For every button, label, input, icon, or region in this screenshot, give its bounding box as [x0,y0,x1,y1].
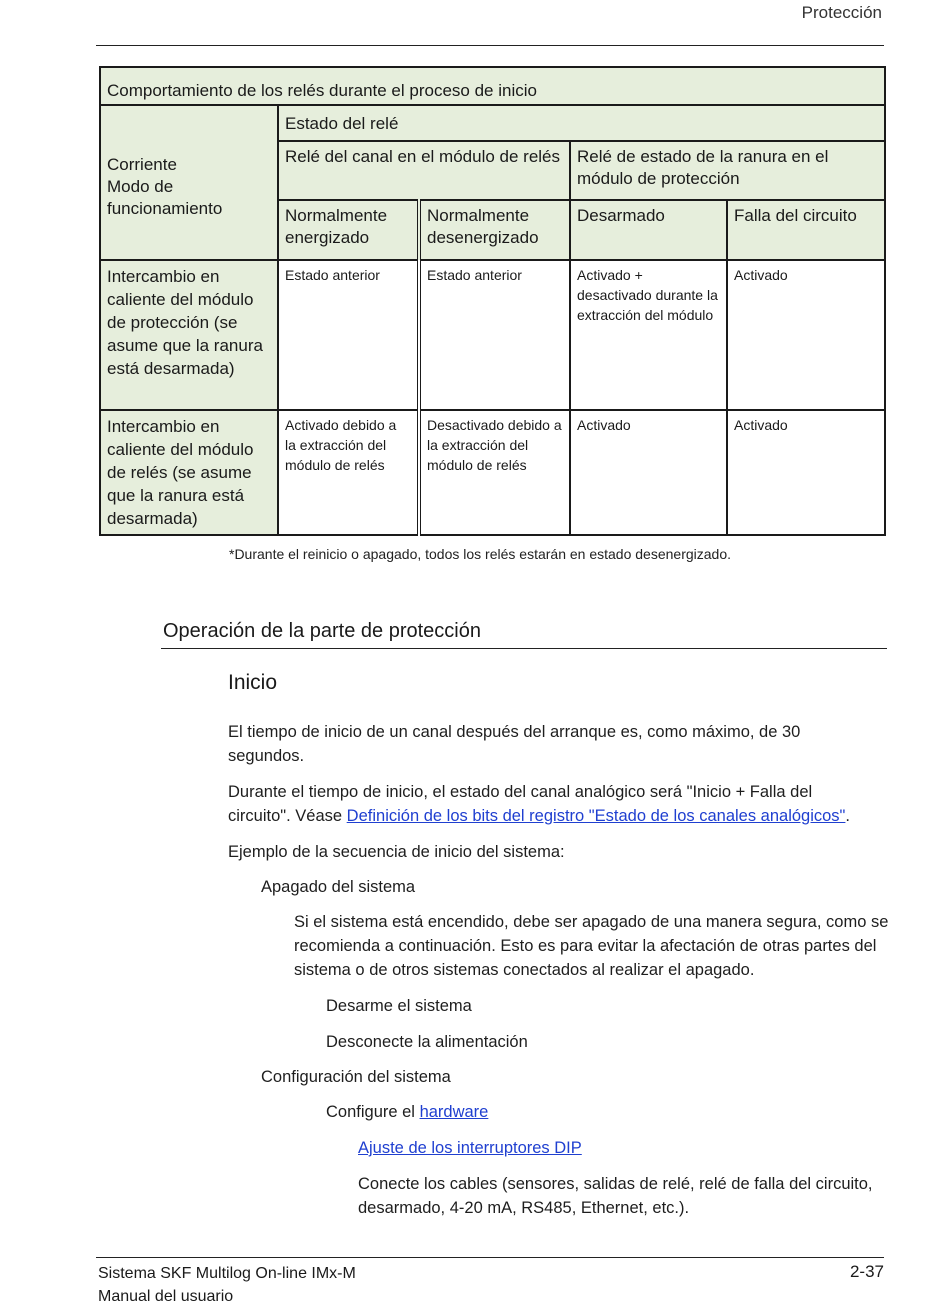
table-cell: Estado anterior [419,260,570,410]
footer-product [98,1262,356,1308]
slot-relay-group-header: Relé de estado de la ranura en el módulo de protección [570,141,885,200]
relay-state-header: Estado del relé [278,105,885,141]
row-mode: Intercambio en caliente del módulo de protección (se asume que la ranura está desarmada) [100,260,278,410]
table-cell: Activado + desactivado durante la extracción del módulo [570,260,727,410]
table-cell: Activado [727,410,885,535]
startup-example-paragraph: Ejemplo de la secuencia de inicio del sistema: [228,843,565,861]
shutdown-paragraph: Si el sistema está encendido, debe ser apagado de una manera segura, como se recomienda a continuación. Esto es para evitar la afectación de otras partes del sistema o de otros sistemas conectados al realizar el apagado. [294,913,889,979]
analog-status-bits-link[interactable]: Definición de los bits del registro "Estado de los canales analógicos" [346,807,846,825]
footer-divider [96,1257,884,1258]
configuration-heading: Configuración del sistema [261,1068,451,1086]
table-row [100,260,885,410]
connect-cables-paragraph: Conecte los cables (sensores, salidas de relé, relé de falla del circuito, desarmado, 4-20 mA, RS485, Ethernet, etc.). [358,1175,873,1217]
configure-hardware-text: Configure el [326,1103,420,1121]
startup-state-paragraph [228,780,868,828]
startup-state-text: Durante el tiempo de inicio, el estado del canal analógico será "Inicio + Falla del circuito". Véase [228,783,813,825]
configure-hardware-line [326,1100,488,1124]
dip-switch-link[interactable]: Ajuste de los interruptores DIP [358,1139,582,1157]
step-disarm: Desarme el sistema [326,997,472,1015]
product-name: Sistema SKF Multilog On-line IMx-M [98,1265,356,1282]
subsection-title: Inicio [228,671,278,694]
dip-switch-line [358,1136,582,1160]
hardware-link[interactable]: hardware [419,1103,489,1121]
period: . [845,807,851,825]
column-header: Normalmente energizado [278,200,419,260]
table-cell: Activado [727,260,885,410]
table-cell: Desactivado debido a la extracción del módulo de relés [419,410,570,535]
table-cell: Estado anterior [278,260,419,410]
table-row [100,410,885,535]
column-header: Desarmado [570,200,727,260]
step-power-off: Desconecte la alimentación [326,1033,528,1051]
table-cell: Activado debido a la extracción del módulo de relés [278,410,419,535]
manual-name: Manual del usuario [98,1288,234,1305]
section-title: Operación de la parte de protección [163,620,481,642]
mode-header: Corriente Modo de funcionamiento [100,105,278,260]
section-divider [161,648,887,649]
shutdown-heading: Apagado del sistema [261,878,416,896]
startup-time-paragraph: El tiempo de inicio de un canal después del arranque es, como máximo, de 30 segundos. [228,723,801,765]
table-footnote: *Durante el reinicio o apagado, todos los relés estarán en estado desenergizado. [229,546,731,562]
table-title: Comportamiento de los relés durante el proceso de inicio [100,67,885,105]
channel-relay-group-header: Relé del canal en el módulo de relés [278,141,570,200]
row-mode: Intercambio en caliente del módulo de relés (se asume que la ranura está desarmada) [100,410,278,535]
page-number: 2-37 [849,1262,884,1281]
relay-behavior-table [99,66,886,536]
running-header: Protección [801,3,882,22]
column-header: Falla del circuito [727,200,885,260]
table-cell: Activado [570,410,727,535]
column-header: Normalmente desenergizado [419,200,570,260]
header-divider [96,45,884,46]
